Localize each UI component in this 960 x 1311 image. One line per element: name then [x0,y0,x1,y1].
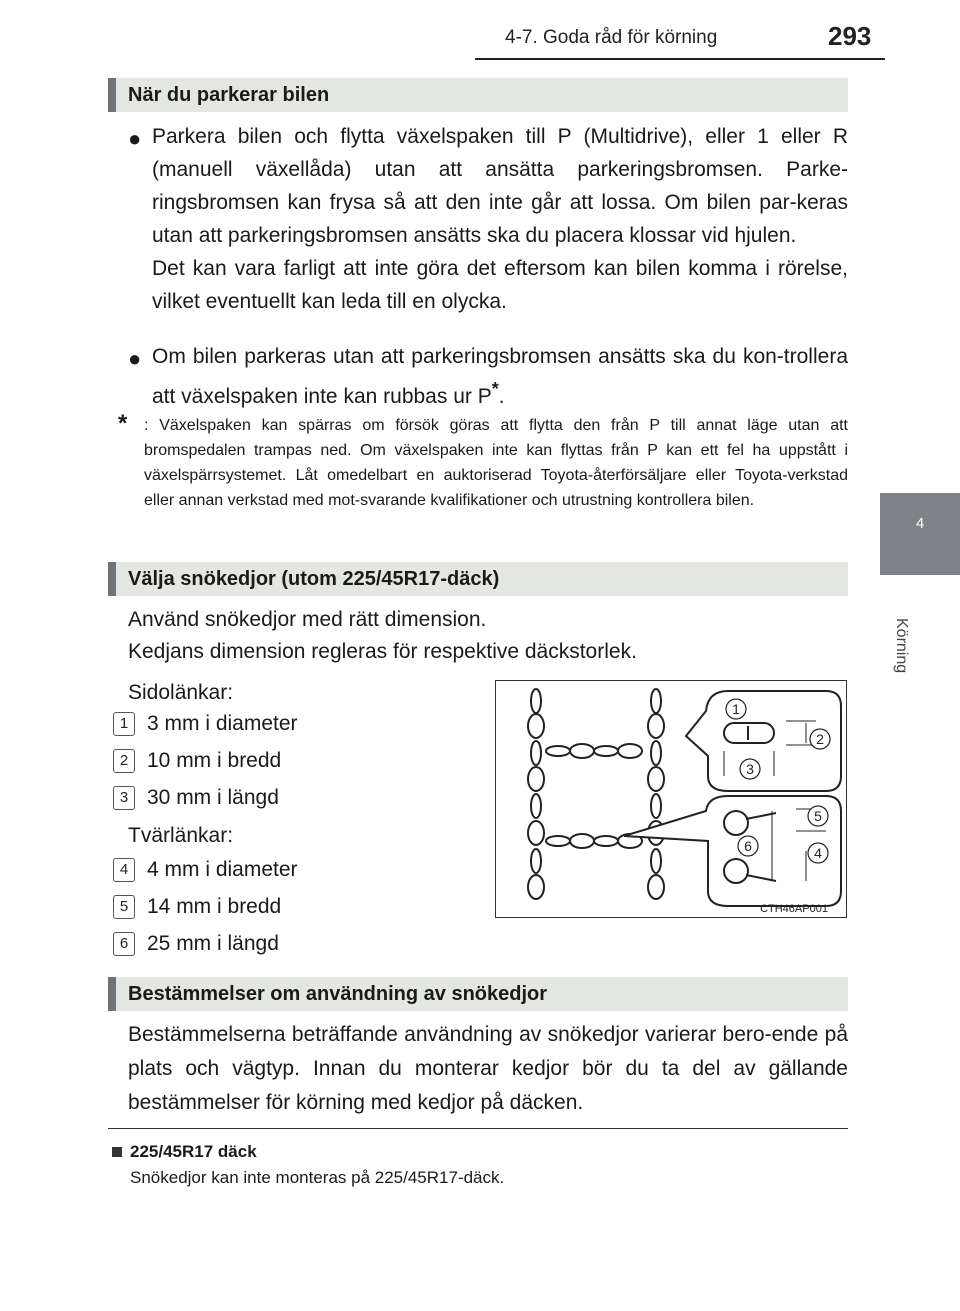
chapter-label: Körning [893,618,910,674]
callout-label: 2 [816,731,824,747]
footnote-asterisk: * [118,410,128,437]
bullet-text [152,340,848,413]
list-item [113,895,281,919]
heading-chains: Välja snökedjor (utom 225/45R17-däck) [108,562,848,596]
item-number: 3 [113,786,135,810]
illustration-code: CTH46AP001 [760,903,828,915]
chains-intro-1: Använd snökedjor med rätt dimension. [128,608,487,631]
bullet-end: . [498,385,505,408]
note-text: Snökedjor kan inte monteras på 225/45R17-däck. [130,1168,505,1187]
side-links-title: Sidolänkar: [128,681,234,704]
item-text: 14 mm i bredd [147,895,282,918]
chain-drawing [496,681,846,917]
bullet-dot-icon: ● [128,346,142,371]
list-item [113,786,279,810]
callout-label: 3 [746,761,754,777]
callout-label: 4 [814,845,822,861]
list-item [113,749,281,773]
item-text: 25 mm i längd [147,932,279,955]
heading-rules: Bestämmelser om användning av snökedjor [108,977,848,1011]
footnote [118,410,848,513]
item-number: 1 [113,712,135,736]
snow-chain-illustration [495,680,847,918]
footnote-mark: * [491,379,499,399]
rules-text: Bestämmelserna beträffande användning av snökedjor varierar bero-ende på plats och vägtyp. Innan du monterar kedjor bör du ta del av gällande bestämmelser för körning med kedjor på däcken. [128,1023,848,1114]
item-number: 6 [113,932,135,956]
bullet-parking-2 [128,340,848,413]
bullet-dot-icon: ● [128,126,142,151]
chapter-tab [880,493,960,575]
cross-links-title: Tvärlänkar: [128,824,234,847]
bullet-text: Parkera bilen och flytta växelspaken till P (Multidrive), eller 1 eller R (manuell växellåda) utan att ansätta parkeringsbromsen. Parke-ringsbromsen kan frysa så att den inte går att lossa. Om bilen par-keras utan att parkeringsbromsen ansätts ska du placera klossar vid hjulen. [152,125,848,247]
chapter-number: 4 [915,515,925,532]
bullet-parking-1 [128,120,848,318]
note-title [112,1142,257,1162]
item-text: 30 mm i längd [147,786,279,809]
page-number: 293 [828,21,872,51]
header-rule [475,58,885,60]
chains-intro-2: Kedjans dimension regleras för respektive däckstorlek. [128,640,637,663]
square-bullet-icon [112,1147,122,1157]
callout-label: 5 [814,808,822,824]
list-item [113,712,298,736]
section-divider [108,1128,848,1129]
callout-label: 6 [744,838,752,854]
list-item [113,858,298,882]
callout-label: 1 [732,701,740,717]
item-text: 3 mm i diameter [147,712,298,735]
footnote-text: : Växelspaken kan spärras om försök göras att flytta den från P till annat läge utan att bromspedalen trampas ned. Om växelspaken inte kan flyttas från P kan ett fel ha uppstått i växelspärrsystemet. Låt omedelbart en auktoriserad Toyota-återförsäljare eller Toyota-verkstad eller annan verkstad med mot-svarande kvalifikationer och utrustning kontrollera bilen. [144,417,848,509]
item-text: 4 mm i diameter [147,858,298,881]
bullet-main-text: Om bilen parkeras utan att parkeringsbromsen ansätts ska du kon-trollera att växelspaken inte kan rubbas ur P [152,345,848,408]
item-number: 2 [113,749,135,773]
item-number: 4 [113,858,135,882]
section-title: 4-7. Goda råd för körning [505,27,718,48]
note-title-text: 225/45R17 däck [130,1142,257,1161]
list-item [113,932,279,956]
bullet-text-continued: Det kan vara farligt att inte göra det eftersom kan bilen komma i rörelse, vilket eventuellt kan leda till en olycka. [152,257,848,313]
item-number: 5 [113,895,135,919]
heading-parking: När du parkerar bilen [108,78,848,112]
item-text: 10 mm i bredd [147,749,282,772]
